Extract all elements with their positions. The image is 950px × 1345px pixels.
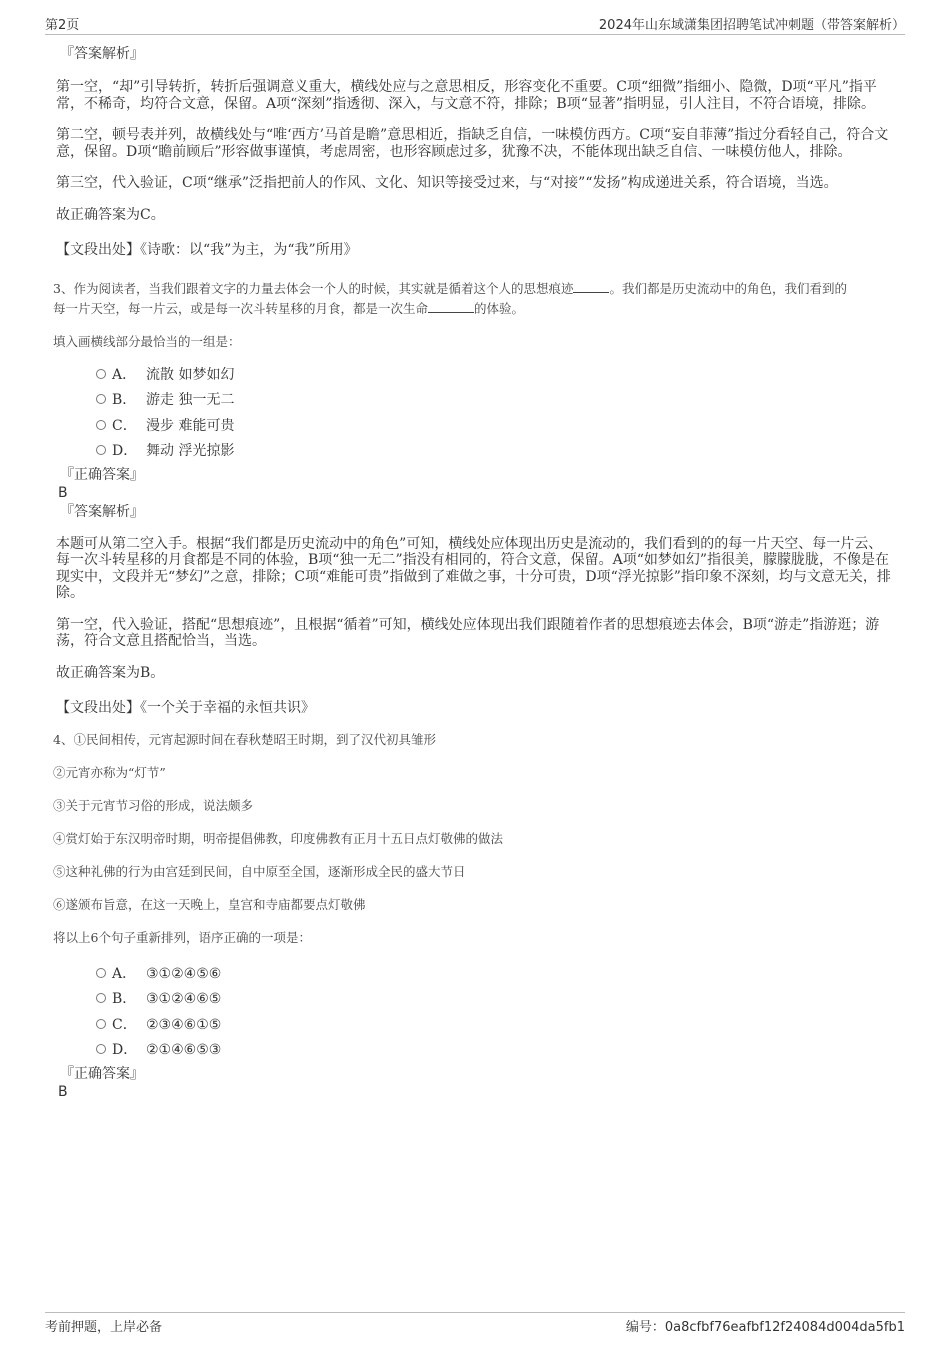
radio-icon[interactable] [96,993,106,1003]
document-id: 编号：0a8cfbf76eafbf12f24084d004da5fb1 [625,1320,905,1335]
q3-stem-line2: 每一片天空，每一片云，或是每一次斗转星移的月食，都是一次生命 的体验。 [53,300,525,316]
q3-options [96,363,896,465]
q3-stem-line1: 3、作为阅读者，当我们跟着文字的力量去体会一个人的时候，其实就是循着这个人的思想痕迹 。我们都是历史流动中的角色，我们看到的 [53,280,847,296]
q4-options [96,962,896,1064]
correct-answer-label: 『正确答案』 [60,466,144,483]
q2-conclusion: 故正确答案为C。 [56,206,165,223]
analysis-label: 『答案解析』 [60,503,144,520]
radio-icon[interactable] [96,420,106,430]
radio-icon[interactable] [96,1044,106,1054]
radio-icon[interactable] [96,394,106,404]
q2-analysis-1: 第一空，“却”引导转折，转折后强调意义重大，横线处应与之意思相反，形容变化不重要。C项“细微”指细小、隐微，D项“平凡”指平常，不稀奇，均符合文意，保留。A项“深刻”指透彻、深入，与文意不符，排除；B项“显著”指明显，引人注目，不符合语境，排除。 [56,79,877,112]
q3-prompt: 填入画横线部分最恰当的一组是： [53,333,241,349]
q3-answer: B [58,484,68,501]
page-footer [45,1312,905,1335]
q4-option-c[interactable]: C． ②③④⑥①⑤ [96,1013,896,1039]
page-content [53,44,896,1101]
radio-icon[interactable] [96,369,106,379]
q4-sentence-1: 4、①民间相传，元宵起源时间在春秋楚昭王时期，到了汉代初具雏形 [53,731,436,747]
analysis-label: 『答案解析』 [60,46,144,62]
document-title: 2024年山东域潇集团招聘笔试冲刺题（带答案解析） [598,18,905,33]
q4-sentence-4: ④赏灯始于东汉明帝时期，明帝提倡佛教，印度佛教有正月十五日点灯敬佛的做法 [53,830,504,846]
q2-analysis-3: 第三空，代入验证，C项“继承”泛指把前人的作风、文化、知识等接受过来，与“对接”“发扬”构成递进关系，符合语境，当选。 [56,175,838,191]
q4-sentence-2: ②元宵亦称为“灯节” [53,764,166,780]
q4-option-b[interactable]: B． ③①②④⑥⑤ [96,987,896,1013]
q4-sentence-3: ③关于元宵节习俗的形成，说法颇多 [53,797,254,813]
q4-answer: B [58,1083,68,1100]
q2-source: 【文段出处】《诗歌：以“我”为主，为“我”所用》 [56,242,358,258]
q3-option-d[interactable]: D． 舞动 浮光掠影 [96,439,896,465]
footer-slogan: 考前押题，上岸必备 [45,1320,163,1335]
q4-option-d[interactable]: D． ②①④⑥⑤③ [96,1038,896,1064]
radio-icon[interactable] [96,968,106,978]
q4-sentence-5: ⑤这种礼佛的行为由宫廷到民间，自中原至全国，逐渐形成全民的盛大节日 [53,863,466,879]
q3-option-b[interactable]: B． 游走 独一无二 [96,388,896,414]
q4-sentence-6: ⑥遂颁布旨意，在这一天晚上，皇宫和寺庙都要点灯敬佛 [53,896,366,912]
radio-icon[interactable] [96,1019,106,1029]
page-header [45,14,905,35]
q4-option-a[interactable]: A． ③①②④⑤⑥ [96,962,896,988]
q2-analysis-2: 第二空，顿号表并列，故横线处与“唯‘西方’马首是瞻”意思相近，指缺乏自信，一味模仿西方。C项“妄自菲薄”指过分看轻自己，符合文意，保留。D项“瞻前顾后”形容做事谨慎，考虑周密，也形容顾虑过多，犹豫不决，不能体现出缺乏自信、一味模仿他人，排除。 [56,127,889,160]
q3-option-c[interactable]: C． 漫步 难能可贵 [96,414,896,440]
q3-option-a[interactable]: A． 流散 如梦如幻 [96,363,896,389]
correct-answer-label: 『正确答案』 [60,1065,144,1082]
radio-icon[interactable] [96,445,106,455]
q4-prompt: 将以上6个句子重新排列，语序正确的一项是： [53,929,311,945]
q3-source: 【文段出处】《一个关于幸福的永恒共识》 [56,700,315,716]
q3-conclusion: 故正确答案为B。 [56,664,165,681]
q3-analysis-2: 第一空，代入验证，搭配“思想痕迹”，且根据“循着”可知，横线处应体现出我们跟随着作者的思想痕迹去体会，B项“游走”指游逛；游荡，符合文意且搭配恰当，当选。 [56,616,880,649]
q3-analysis-1: 本题可从第二空入手。根据“我们都是历史流动中的角色”可知，横线处应体现出历史是流动的，我们看到的的每一片天空、每一片云、每一次斗转星移的月食都是不同的体验，B项“独一无二”指没有相同的，符合文意，保留。A项“如梦如幻”指很美，朦朦胧胧，不像是在现实中，文段并无“梦幻”之意，排除；C项“难能可贵”指做到了难做之事，十分可贵，D项“浮光掠影”指印象不深刻，均与文意无关，排除。 [56,535,891,601]
page-number: 第2页 [45,18,80,33]
